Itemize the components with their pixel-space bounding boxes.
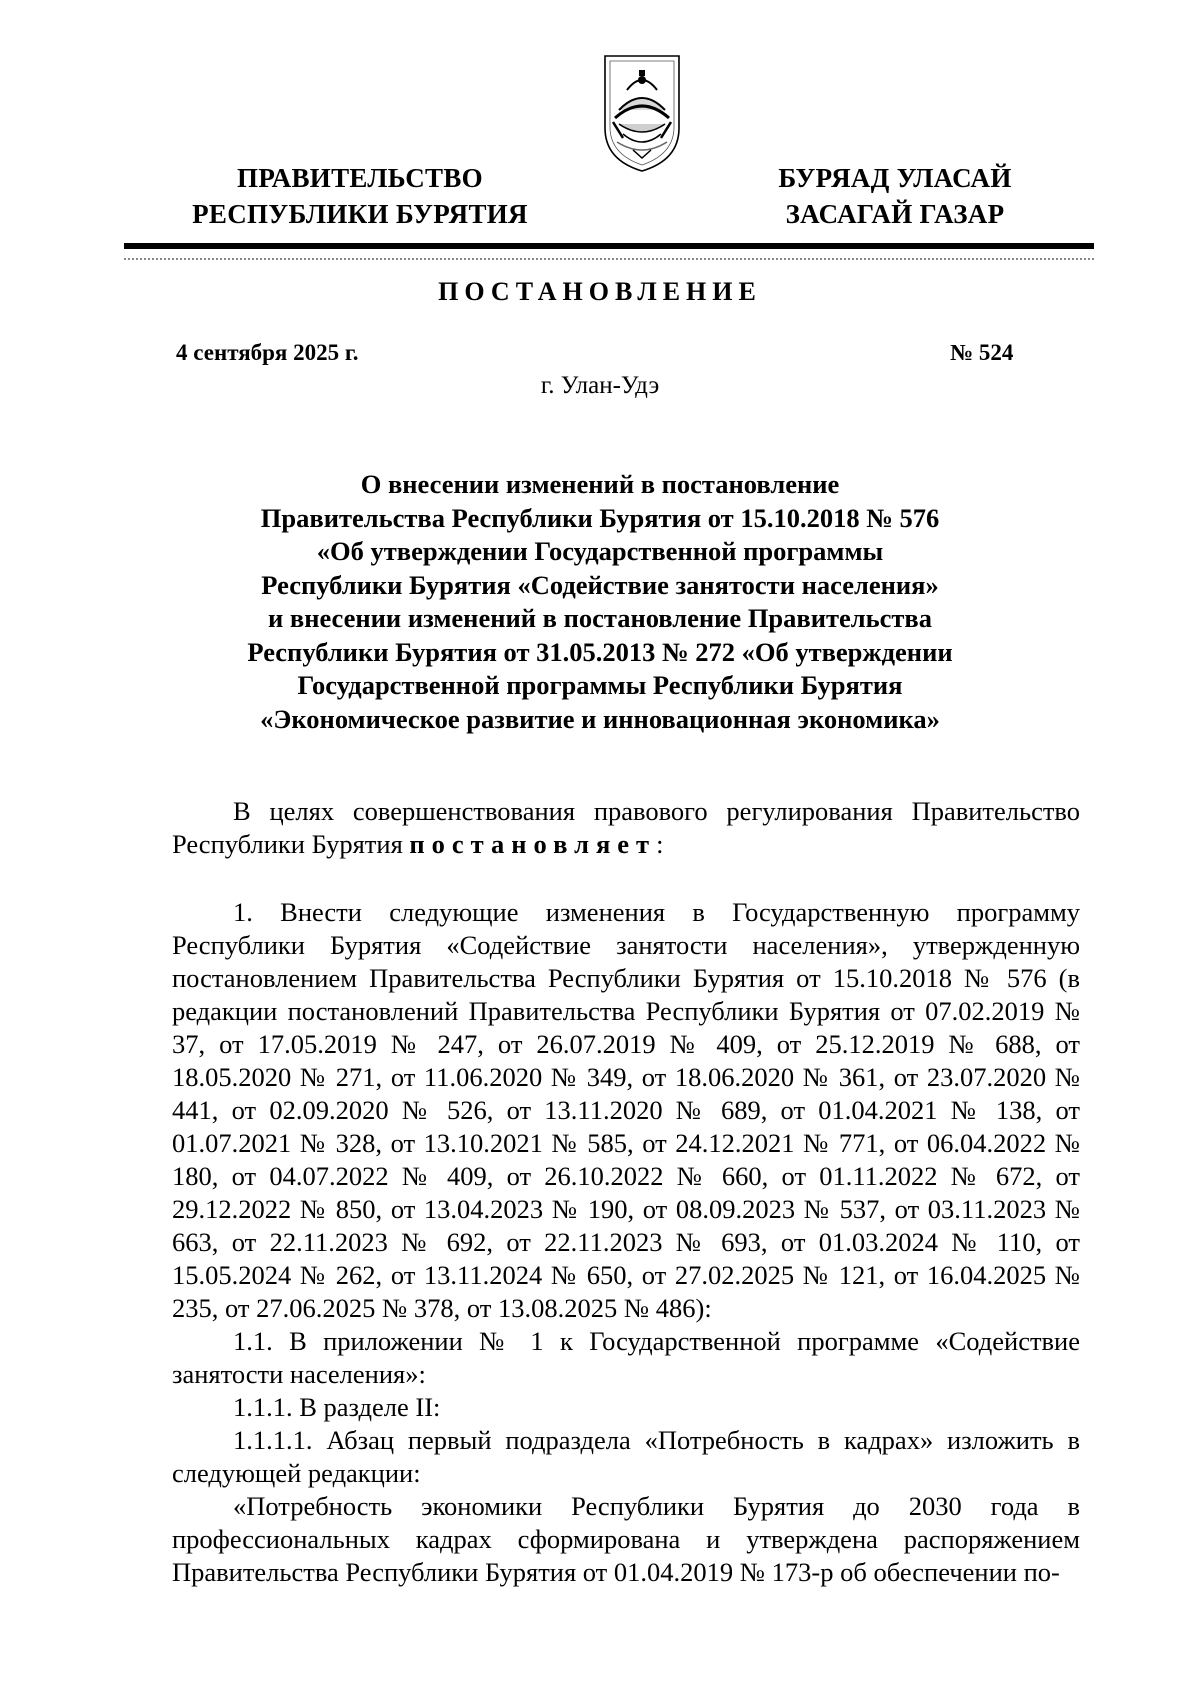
title-line: Республики Бурятия от 31.05.2013 № 272 «Об утверждении bbox=[247, 636, 953, 667]
document-body bbox=[172, 795, 1080, 1589]
header-divider-thick bbox=[124, 243, 1094, 249]
document-type: ПОСТАНОВЛЕНИЕ bbox=[438, 277, 762, 306]
government-name-buryat bbox=[760, 160, 1030, 232]
document-date: 4 сентября 2025 г. bbox=[176, 340, 359, 365]
header-right-line: БУРЯАД УЛАСАЙ bbox=[778, 163, 1012, 193]
preamble-text: В целях совершенствования правового регулирования Правительство Республики Бурятия bbox=[172, 796, 1080, 859]
resolves-word: постановляет bbox=[409, 829, 657, 859]
header-divider-thin bbox=[124, 258, 1094, 260]
document-city: г. Улан-Удэ bbox=[540, 372, 660, 399]
preamble-paragraph: В целях совершенствования правового регулирования Правительство Республики Бурятия постановляет: bbox=[172, 796, 1080, 859]
paragraph-1-1-1-1: 1.1.1.1. Абзац первый подраздела «Потребность в кадрах» изложить в следующей редакции: bbox=[172, 1425, 1080, 1488]
paragraph-1-1: 1.1. В приложении № 1 к Государственной программе «Содействие занятости населения»: bbox=[172, 1326, 1080, 1389]
document-number: № 524 bbox=[950, 340, 1014, 365]
title-line: «Об утверждении Государственной программы bbox=[316, 536, 884, 566]
paragraph-1-1-1: 1.1.1. В разделе II: bbox=[233, 1392, 441, 1422]
header-left-line: РЕСПУБЛИКИ БУРЯТИЯ bbox=[192, 199, 528, 229]
government-name-russian bbox=[180, 160, 540, 232]
title-line: Правительства Республики Бурятия от 15.10.2018 № 576 bbox=[260, 502, 940, 533]
paragraph-1: 1. Внести следующие изменения в Государственную программу Республики Бурятия «Содействие занятости населения», утвержденную постановлением Правительства Республики Бурятия от 15.10.2018 № 576 (в редакции постановлений Правительства Республики Бурятия от 07.02.2019 № 37, от 17.05.2019 № 247, от 26.07.2019 № 409, от 25.12.2019 № 688, от 18.05.2020 № 271, от 11.06.2020 № 349, от 18.06.2020 № 361, от 23.07.2020 № 441, от 02.09.2020 № 526, от 13.11.2020 № 689, от 01.04.2021 № 138, от 01.07.2021 № 328, от 13.10.2021 № 585, от 24.12.2021 № 771, от 06.04.2022 № 180, от 04.07.2022 № 409, от 26.10.2022 № 660, от 01.11.2022 № 672, от 29.12.2022 № 850, от 13.04.2023 № 190, от 08.09.2023 № 537, от 03.11.2023 № 663, от 22.11.2023 № 692, от 22.11.2023 № 693, от 01.03.2024 № 110, от 15.05.2024 № 262, от 13.11.2024 № 650, от 27.02.2025 № 121, от 16.04.2025 № 235, от 27.06.2025 № 378, от 13.08.2025 № 486): bbox=[172, 897, 1080, 1323]
coat-of-arms-emblem bbox=[597, 50, 687, 175]
title-line: Республики Бурятия «Содействие занятости населения» bbox=[261, 569, 939, 600]
title-line: «Экономическое развитие и инновационная экономика» bbox=[260, 703, 940, 734]
header-right-line: ЗАСАГАЙ ГАЗАР bbox=[785, 199, 1005, 229]
title-line: и внесении изменений в постановление Правительства bbox=[267, 603, 932, 633]
title-line: О внесении изменений в постановление bbox=[360, 469, 840, 499]
header-left-line: ПРАВИТЕЛЬСТВО bbox=[237, 163, 483, 193]
quoted-paragraph: «Потребность экономики Республики Бурятия до 2030 года в профессиональных кадрах сформирована и утверждена распоряжением Правительства Республики Бурятия от 01.04.2019 № 173-р об обеспечении по- bbox=[172, 1491, 1080, 1587]
title-line: Государственной программы Республики Бурятия bbox=[297, 670, 903, 700]
document-title bbox=[170, 468, 1030, 736]
